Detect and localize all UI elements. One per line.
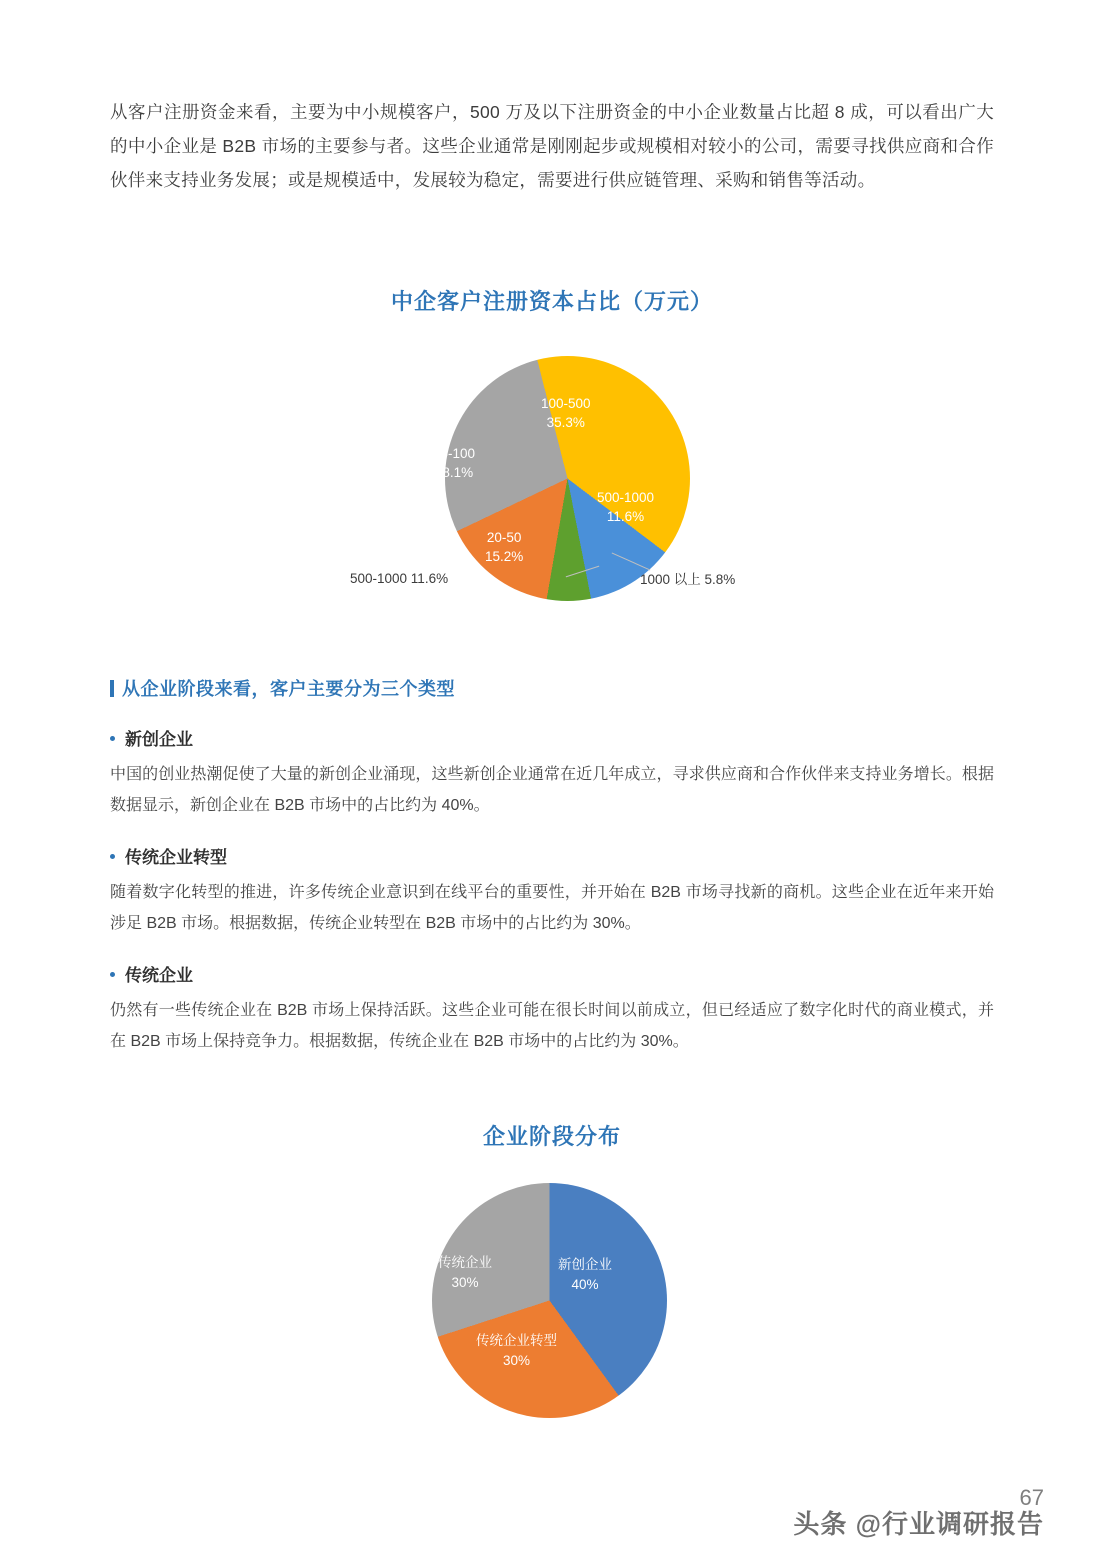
list-item (110, 725, 994, 821)
pie1-slice-500-1000-pct: 11.6% (606, 509, 645, 524)
bullet-list (110, 725, 994, 1079)
section-heading-text: 从企业阶段来看，客户主要分为三个类型 (122, 679, 455, 699)
pie2-slice-new-name: 新创企业 (558, 1257, 612, 1272)
pie1-slice-500-1000-name: 500-1000 (597, 490, 655, 505)
chart-enterprise-stage (110, 1120, 994, 1423)
chart-registered-capital (110, 285, 994, 665)
chart-title-registered-capital: 中企客户注册资本占比（万元） (390, 289, 713, 314)
pie-chart-2-wrapper (110, 1183, 994, 1423)
bullet-title-text: 传统企业转型 (125, 848, 227, 867)
chart-title-enterprise-stage: 企业阶段分布 (482, 1124, 621, 1149)
pie-chart-1 (433, 356, 690, 601)
bullet-title (110, 843, 994, 868)
pie2-slice-traditional (438, 1253, 492, 1293)
pie1-slice-100-500-pct: 35.3% (546, 415, 585, 430)
pie1-slice-100-500 (541, 394, 591, 432)
bullet-dot-icon (110, 854, 115, 859)
bullet-body: 中国的创业热潮促使了大量的新创企业涌现，这些新创企业通常在近几年成立，寻求供应商和合作伙伴来支持业务增长。根据数据显示，新创企业在 B2B 市场中的占比约为 40%。 (110, 766, 994, 814)
pie1-outside-label-right: 1000 以上 5.8% (640, 572, 736, 587)
page-number: 67 (1019, 1485, 1044, 1510)
bullet-body: 仍然有一些传统企业在 B2B 市场上保持活跃。这些企业可能在很长时间以前成立，但已经适应了数字化时代的商业模式，并在 B2B 市场上保持竞争力。根据数据，传统企业在 B2B 市场中的占比约为 30%。 (110, 1002, 994, 1050)
bullet-title (110, 725, 994, 750)
section-accent-bar (110, 680, 114, 697)
list-item (110, 843, 994, 939)
pie1-slice-50-100-pct: 28.1% (434, 465, 474, 480)
pie1-slice-100-500-name: 100-500 (541, 396, 591, 411)
pie2-slice-transforming (476, 1331, 557, 1371)
bullet-title (110, 961, 994, 986)
section-heading (110, 675, 455, 701)
pie1-slice-20-50 (485, 528, 523, 566)
pie2-slice-traditional-name: 传统企业 (438, 1255, 492, 1270)
pie2-slice-traditional-pct: 30% (451, 1275, 479, 1290)
watermark: 头条 @行业调研报告 (793, 1509, 1044, 1539)
pie1-slice-50-100-name: 50-100 (433, 446, 476, 461)
bullet-dot-icon (110, 972, 115, 977)
bullet-body: 随着数字化转型的推进，许多传统企业意识到在线平台的重要性，并开始在 B2B 市场寻找新的商机。这些企业在近年来开始涉足 B2B 市场。根据数据，传统企业转型在 B2B 市场中的占比约为 30%。 (110, 884, 994, 932)
list-item (110, 961, 994, 1057)
pie-chart-2 (432, 1183, 667, 1418)
pie2-slice-transform-pct: 30% (502, 1353, 531, 1368)
pie2-slice-new-pct: 40% (571, 1277, 599, 1292)
pie1-slice-20-50-pct: 15.2% (485, 549, 524, 564)
pie-chart-1-wrapper (110, 356, 994, 656)
pie1-slice-50-100 (433, 444, 475, 482)
pie2-slice-new-enterprise (558, 1255, 612, 1295)
page-content (110, 95, 994, 1368)
pie1-outside-label-left: 500-1000 11.6% (350, 571, 449, 586)
intro-paragraph: 从客户注册资金来看，主要为中小规模客户，500 万及以下注册资金的中小企业数量占比超 8 成，可以看出广大的中小企业是 B2B 市场的主要参与者。这些企业通常是刚刚起步或规模相对较小的公司，需要寻找供应商和合作伙伴来支持业务发展；或是规模适中，发展较为稳定，需要进行供应链管理、采购和销售等活动。 (110, 102, 994, 190)
bullet-dot-icon (110, 736, 115, 741)
bullet-title-text: 传统企业 (125, 966, 193, 985)
pie2-slice-transform-name: 传统企业转型 (476, 1333, 557, 1348)
pie1-slice-20-50-name: 20-50 (486, 530, 522, 545)
pie1-slice-500-1000 (597, 488, 654, 526)
bullet-title-text: 新创企业 (125, 730, 193, 749)
